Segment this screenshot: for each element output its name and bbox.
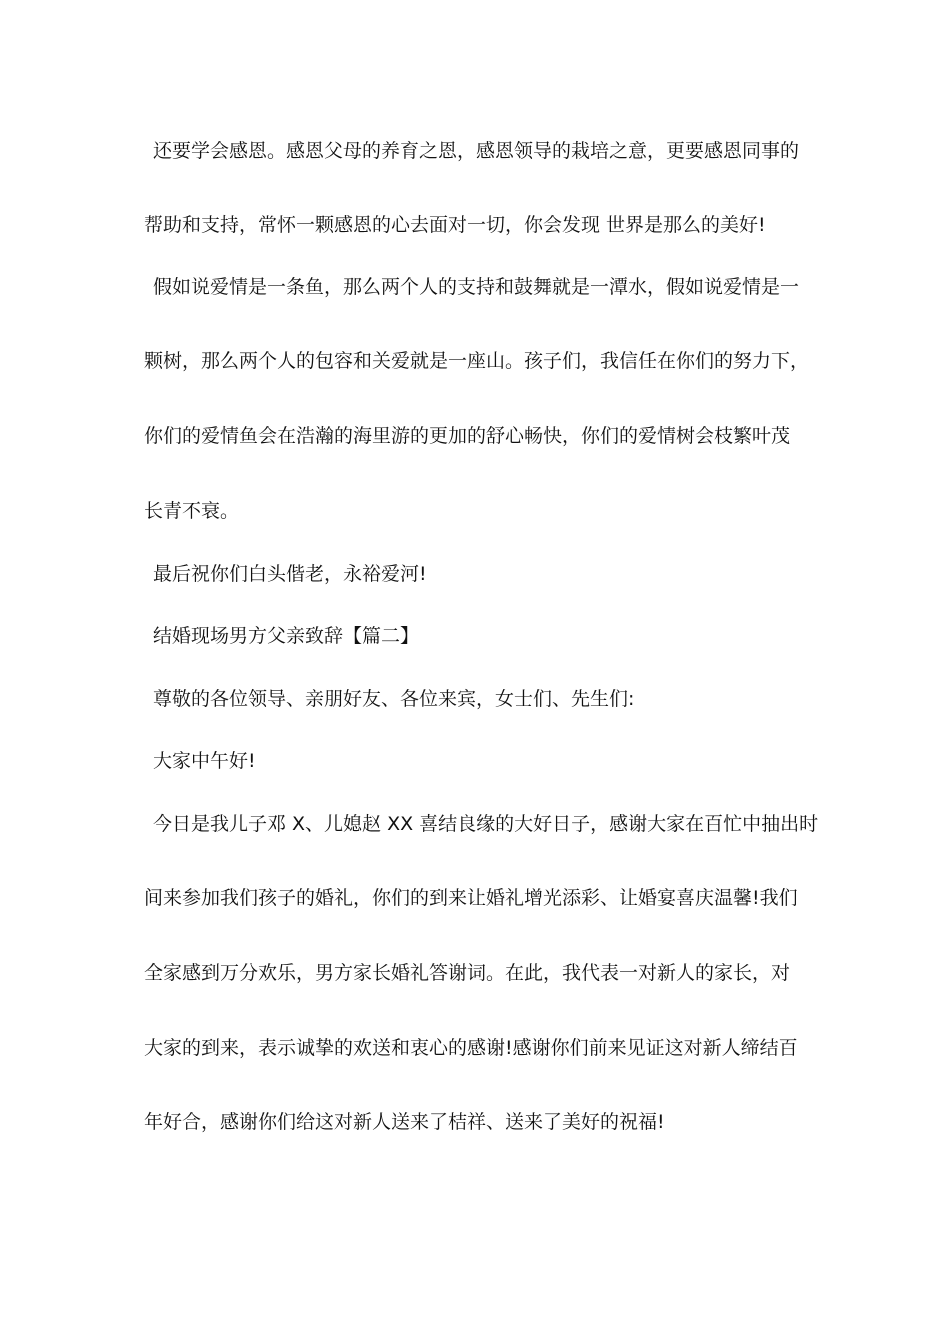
paragraph-line: 最后祝你们白头偕老，永裕爱河! [153,563,427,585]
paragraph-line: 大家中午好! [153,750,256,772]
paragraph-line: 假如说爱情是一条鱼，那么两个人的支持和鼓舞就是一潭水，假如说爱情是一 [153,276,800,298]
paragraph-line: 今日是我儿子邓 X、儿媳赵 XX 喜结良缘的大好日子，感谢大家在百忙中抽出时 [153,813,819,835]
paragraph-line: 间来参加我们孩子的婚礼，你们的到来让婚礼增光添彩、让婚宴喜庆温馨!我们 [144,887,798,909]
paragraph-line: 你们的爱情鱼会在浩瀚的海里游的更加的舒心畅快，你们的爱情树会枝繁叶茂 [144,425,791,447]
paragraph-line: 全家感到万分欢乐，男方家长婚礼答谢词。在此，我代表一对新人的家长，对 [144,962,791,984]
paragraph-line: 大家的到来，表示诚挚的欢送和衷心的感谢!感谢你们前来见证这对新人缔结百 [144,1037,798,1059]
paragraph-line: 长青不衰。 [144,500,240,522]
section-heading: 结婚现场男方父亲致辞【篇二】 [153,625,420,647]
paragraph-line: 年好合，感谢你们给这对新人送来了桔祥、送来了美好的祝福! [144,1111,665,1133]
paragraph-line: 还要学会感恩。感恩父母的养育之恩，感恩领导的栽培之意，更要感恩同事的 [153,140,800,162]
paragraph-line: 颗树，那么两个人的包容和关爱就是一座山。孩子们，我信任在你们的努力下， [144,350,810,372]
paragraph-line: 尊敬的各位领导、亲朋好友、各位来宾，女士们、先生们: [153,688,635,710]
paragraph-line: 帮助和支持，常怀一颗感恩的心去面对一切，你会发现 世界是那么的美好! [144,214,766,236]
